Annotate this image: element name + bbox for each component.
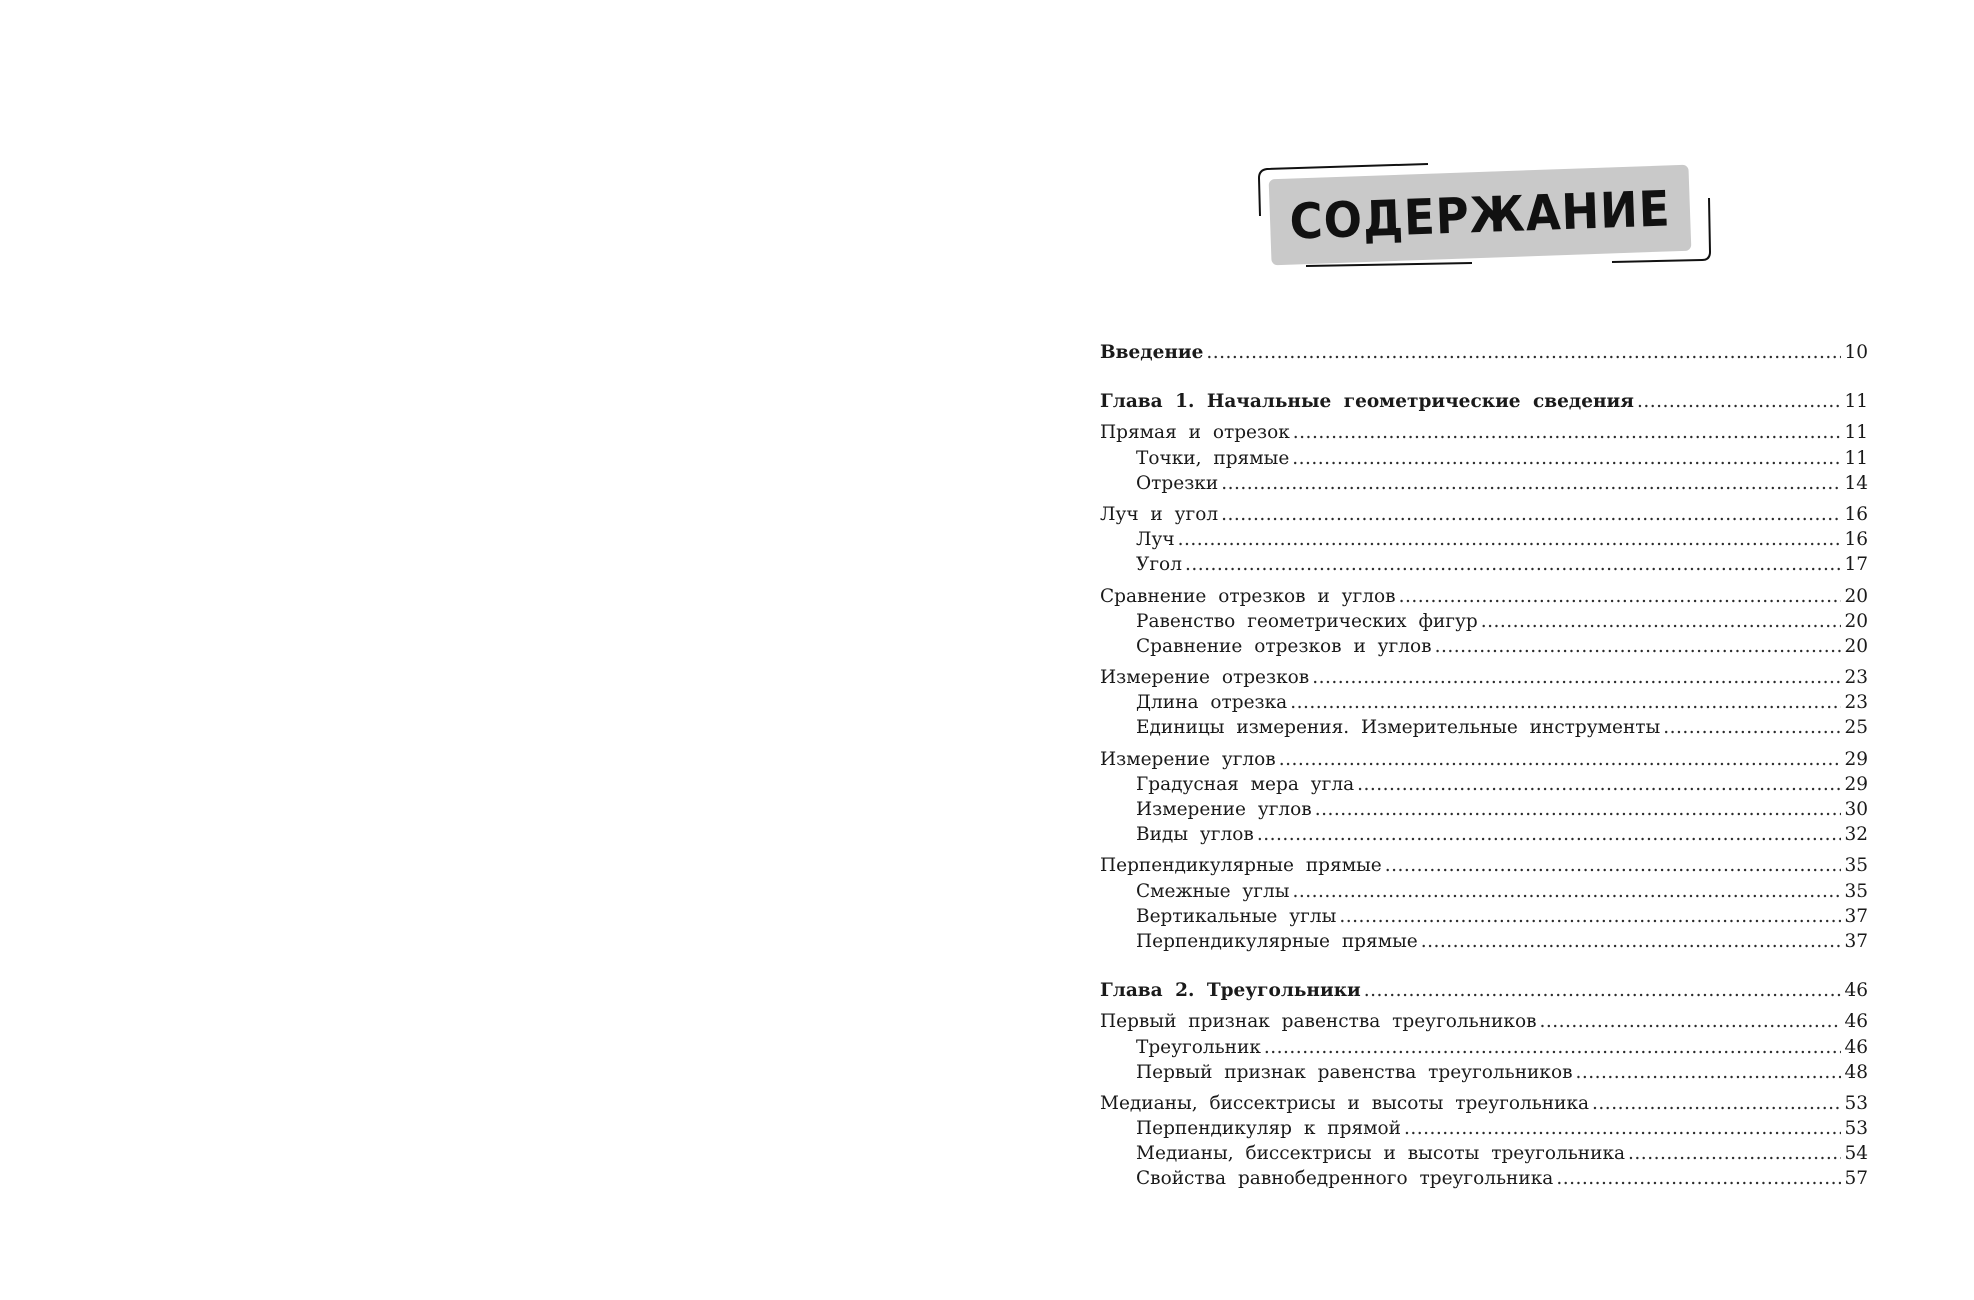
toc-leader-dots: [1385, 853, 1842, 878]
toc-page-number: 46: [1844, 1011, 1868, 1033]
toc-entry[interactable]: [1100, 853, 1868, 878]
toc-entry-title: Перпендикуляр к прямой: [1136, 1118, 1401, 1140]
toc-entry-title: Измерение углов: [1100, 748, 1276, 770]
toc-page-number: 48: [1844, 1061, 1868, 1083]
toc-entry[interactable]: [1100, 584, 1868, 609]
toc-entry[interactable]: [1100, 340, 1868, 365]
toc-entry-title: Медианы, биссектрисы и высоты треугольника: [1100, 1092, 1590, 1114]
toc-page-number: 23: [1844, 692, 1868, 714]
toc-entry-title: Измерение отрезков: [1100, 667, 1310, 689]
toc-entry-title: Первый признак равенства треугольников: [1100, 1011, 1537, 1033]
toc-leader-dots: [1206, 340, 1841, 365]
toc-entry-title: Равенство геометрических фигур: [1136, 610, 1478, 632]
toc-leader-dots: [1279, 747, 1842, 772]
toc-entry-title: Прямая и отрезок: [1100, 422, 1290, 444]
toc-page-number: 23: [1844, 667, 1868, 689]
toc-subentry[interactable]: [1100, 797, 1868, 822]
toc-leader-dots: [1481, 609, 1842, 634]
toc-entry-title: Луч и угол: [1100, 503, 1219, 525]
toc-entry-title: Сравнение отрезков и углов: [1136, 635, 1432, 657]
toc-page-number: 16: [1844, 503, 1868, 525]
toc-page-number: 53: [1844, 1092, 1868, 1114]
toc-subentry[interactable]: [1100, 772, 1868, 797]
toc-page-number: 57: [1844, 1168, 1868, 1190]
toc-leader-dots: [1292, 879, 1841, 904]
toc-leader-dots: [1404, 1116, 1841, 1141]
toc-leader-dots: [1312, 665, 1841, 690]
toc-subentry[interactable]: [1100, 1116, 1868, 1141]
toc-leader-dots: [1421, 929, 1842, 954]
toc-entry[interactable]: [1100, 665, 1868, 690]
toc-page-number: 29: [1844, 748, 1868, 770]
toc-entry-title: Введение: [1100, 342, 1204, 363]
toc-leader-dots: [1264, 1035, 1842, 1060]
toc-page-number: 29: [1844, 773, 1868, 795]
toc-entry[interactable]: [1100, 747, 1868, 772]
heading-badge: [1256, 160, 1716, 270]
toc-entry-title: Первый признак равенства треугольников: [1136, 1061, 1573, 1083]
toc-page-number: 10: [1844, 342, 1868, 363]
toc-leader-dots: [1637, 389, 1842, 414]
toc-page-number: 20: [1844, 635, 1868, 657]
toc-page-number: 46: [1844, 980, 1868, 1002]
toc-page-number: 25: [1844, 717, 1868, 739]
toc-subentry[interactable]: [1100, 1141, 1868, 1166]
toc-subentry[interactable]: [1100, 634, 1868, 659]
toc-entry-title: Длина отрезка: [1136, 692, 1288, 714]
toc-entry-title: Смежные углы: [1136, 880, 1290, 902]
page-title: СОДЕРЖАНИЕ: [1288, 179, 1672, 251]
toc-entry[interactable]: [1100, 420, 1868, 445]
toc-entry-title: Треугольник: [1136, 1036, 1261, 1058]
toc-leader-dots: [1628, 1141, 1841, 1166]
toc-leader-dots: [1556, 1166, 1841, 1191]
toc-entry[interactable]: [1100, 1091, 1868, 1116]
toc-leader-dots: [1540, 1009, 1842, 1034]
toc-leader-dots: [1178, 527, 1842, 552]
toc-entry-title: Медианы, биссектрисы и высоты треугольника: [1136, 1143, 1626, 1165]
toc-subentry[interactable]: [1100, 1060, 1868, 1085]
toc-entry[interactable]: [1100, 389, 1868, 414]
toc-leader-dots: [1292, 446, 1841, 471]
toc-subentry[interactable]: [1100, 879, 1868, 904]
toc-entry-title: Угол: [1136, 554, 1182, 576]
toc-page-number: 14: [1844, 472, 1868, 494]
toc-entry-title: Сравнение отрезков и углов: [1100, 585, 1396, 607]
table-of-contents: [1100, 340, 1868, 1192]
toc-page-number: 30: [1844, 799, 1868, 820]
toc-subentry[interactable]: [1100, 609, 1868, 634]
toc-subentry[interactable]: [1100, 471, 1868, 496]
toc-entry-title: Отрезки: [1136, 472, 1219, 494]
toc-page-number: 35: [1844, 855, 1868, 877]
toc-page-number: 11: [1844, 391, 1868, 413]
toc-subentry[interactable]: [1100, 527, 1868, 552]
toc-page-number: 11: [1844, 447, 1868, 469]
toc-leader-dots: [1293, 420, 1842, 445]
toc-page-number: 54: [1844, 1143, 1868, 1165]
toc-entry-title: Перпендикулярные прямые: [1100, 855, 1382, 877]
toc-page-number: 11: [1844, 422, 1868, 444]
toc-leader-dots: [1221, 502, 1841, 527]
toc-page-number: 37: [1844, 930, 1868, 952]
toc-subentry[interactable]: [1100, 1035, 1868, 1060]
toc-leader-dots: [1315, 797, 1842, 822]
toc-page-number: 37: [1844, 905, 1868, 927]
toc-leader-dots: [1435, 634, 1842, 659]
toc-page-number: 53: [1844, 1118, 1868, 1140]
toc-subentry[interactable]: [1100, 822, 1868, 847]
toc-entry[interactable]: [1100, 502, 1868, 527]
toc-subentry[interactable]: [1100, 929, 1868, 954]
toc-leader-dots: [1339, 904, 1841, 929]
toc-leader-dots: [1290, 690, 1841, 715]
toc-subentry[interactable]: [1100, 715, 1868, 740]
toc-page-number: 16: [1844, 529, 1868, 551]
toc-leader-dots: [1357, 772, 1841, 797]
toc-entry[interactable]: [1100, 1009, 1868, 1034]
toc-entry[interactable]: [1100, 978, 1868, 1003]
toc-entry-title: Свойства равнобедренного треугольника: [1136, 1168, 1554, 1190]
toc-leader-dots: [1185, 552, 1842, 577]
toc-page-number: 17: [1844, 554, 1868, 576]
toc-subentry[interactable]: [1100, 552, 1868, 577]
toc-leader-dots: [1221, 471, 1841, 496]
toc-leader-dots: [1364, 978, 1842, 1003]
toc-page-number: 32: [1844, 824, 1868, 846]
toc-entry-title: Перпендикулярные прямые: [1136, 930, 1418, 952]
toc-entry-title: Глава 2. Треугольники: [1100, 980, 1361, 1002]
toc-page-number: 20: [1844, 585, 1868, 607]
toc-entry-title: Градусная мера угла: [1136, 773, 1355, 795]
toc-entry-title: Вертикальные углы: [1136, 905, 1337, 927]
toc-entry-title: Луч: [1136, 529, 1175, 551]
toc-entry-title: Глава 1. Начальные геометрические сведения: [1100, 391, 1634, 413]
heading-box: [1269, 165, 1692, 266]
toc-leader-dots: [1663, 715, 1841, 740]
toc-leader-dots: [1257, 822, 1842, 847]
toc-entry-title: Точки, прямые: [1136, 447, 1290, 469]
toc-leader-dots: [1399, 584, 1842, 609]
toc-page-number: 46: [1844, 1036, 1868, 1058]
toc-subentry[interactable]: [1100, 904, 1868, 929]
toc-leader-dots: [1576, 1060, 1842, 1085]
toc-subentry[interactable]: [1100, 446, 1868, 471]
toc-entry-title: Измерение углов: [1136, 799, 1312, 820]
toc-subentry[interactable]: [1100, 690, 1868, 715]
toc-entry-title: Единицы измерения. Измерительные инструменты: [1136, 717, 1661, 739]
toc-leader-dots: [1592, 1091, 1841, 1116]
toc-subentry[interactable]: [1100, 1166, 1868, 1191]
toc-entry-title: Виды углов: [1136, 824, 1254, 846]
toc-page-number: 35: [1844, 880, 1868, 902]
toc-page-number: 20: [1844, 610, 1868, 632]
